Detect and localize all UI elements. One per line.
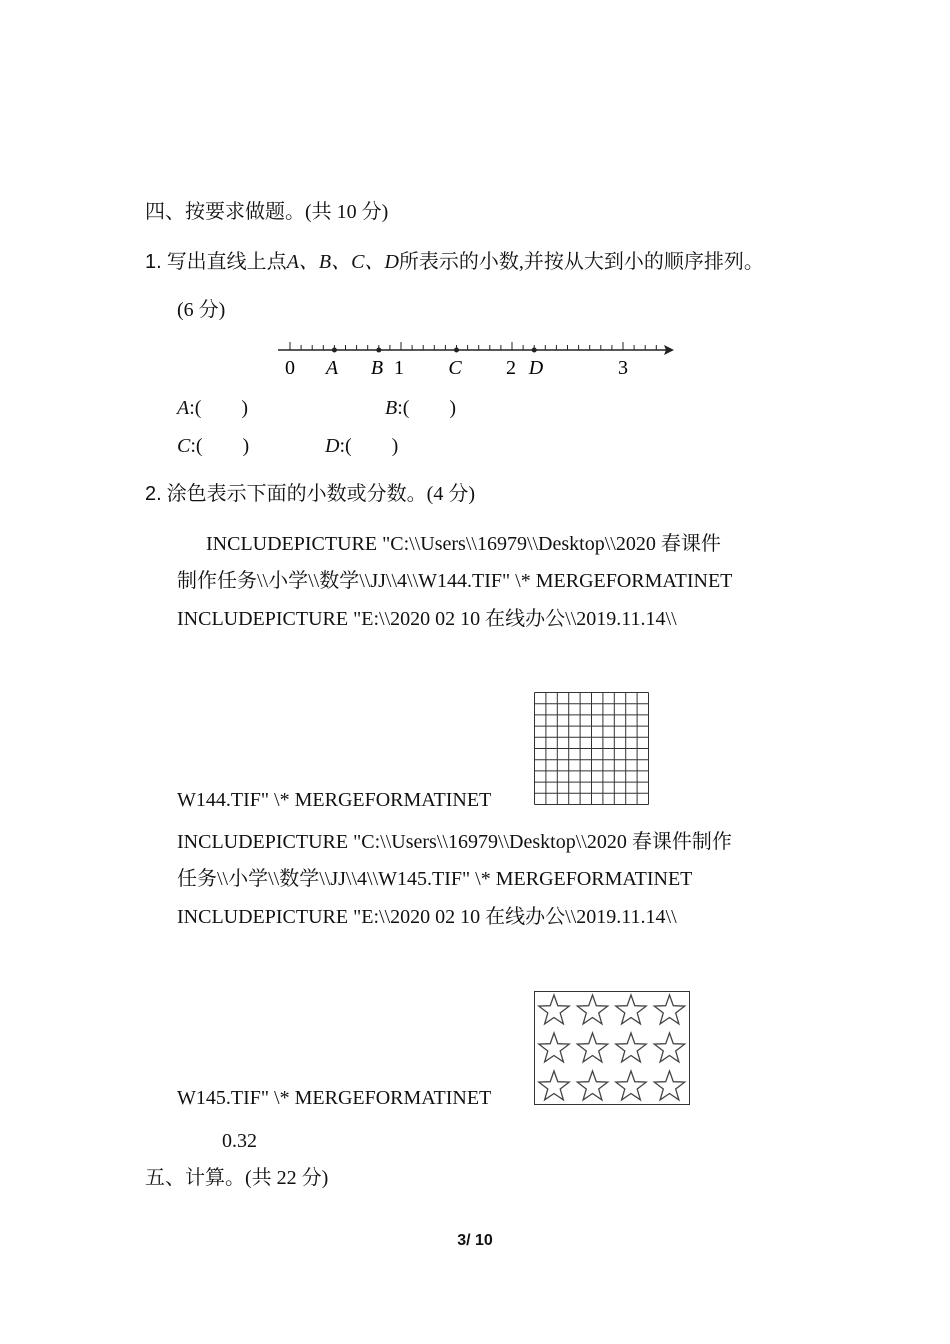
question-2-text: 涂色表示下面的小数或分数。(4 分) (166, 483, 476, 505)
star-icon[interactable] (654, 995, 684, 1024)
hundred-grid[interactable] (534, 692, 650, 806)
page-number: 3/ 10 (457, 1232, 493, 1249)
question-1-text-post: 所表示的小数,并按从大到小的顺序排列。 (398, 251, 764, 273)
star-icon[interactable] (539, 1033, 569, 1062)
field-code-1-line-1: INCLUDEPICTURE "C:\\Users\\16979\\Desktop\\2020 春课件 (206, 533, 721, 555)
section5-title: 五、计算。(共 22 分) (145, 1167, 329, 1189)
star-icon[interactable] (539, 995, 569, 1024)
point-marker-a (332, 348, 336, 352)
question-2-number: 2. (145, 483, 162, 505)
field-code-2-line-2: 任务\\小学\\数学\\JJ\\4\\W145.TIF" \* MERGEFORMATINET (177, 868, 693, 890)
axis-label-1: 1 (394, 357, 404, 379)
field-code-1-line-2: 制作任务\\小学\\数学\\JJ\\4\\W144.TIF" \* MERGEFORMATINET (177, 570, 733, 592)
star-icon[interactable] (616, 995, 646, 1024)
answer-row-1b (385, 398, 456, 418)
star-icon[interactable] (654, 1033, 684, 1062)
answer-b-label: B (385, 397, 398, 419)
field-code-2-line-4: W145.TIF" \* MERGEFORMATINET (177, 1087, 492, 1109)
section4-title: 四、按要求做题。(共 10 分) (145, 201, 389, 223)
star-icon[interactable] (539, 1071, 569, 1100)
field-code-1-line-4: W144.TIF" \* MERGEFORMATINET (177, 789, 492, 811)
axis-label-c: C (448, 357, 462, 379)
point-marker-b (377, 348, 381, 352)
answer-row-2 (177, 436, 249, 456)
number-line (270, 328, 690, 386)
answer-a-label: A (177, 397, 190, 419)
field-code-1-line-3: INCLUDEPICTURE "E:\\2020 02 10 在线办公\\2019.11.14\\ (177, 608, 677, 630)
axis-label-0: 0 (285, 357, 295, 379)
axis-label-a: A (325, 357, 339, 379)
answer-c-label: C (177, 435, 191, 457)
point-marker-c (455, 348, 459, 352)
answer-b-blank[interactable]: :( ) (397, 397, 457, 419)
question-2 (145, 484, 475, 504)
star-icon[interactable] (577, 995, 607, 1024)
question-1 (145, 252, 764, 272)
axis-label-2: 2 (506, 357, 516, 379)
question-1-text-pre: 写出直线上点 (166, 251, 287, 273)
field-code-2-line-3: INCLUDEPICTURE "E:\\2020 02 10 在线办公\\2019.11.14\\ (177, 906, 677, 928)
question-1-points: A、B、C、D (286, 251, 399, 273)
answer-c-blank[interactable]: :( ) (190, 435, 250, 457)
point-marker-d (532, 348, 536, 352)
answer-a-blank[interactable]: :( ) (189, 397, 249, 419)
star-icon[interactable] (577, 1033, 607, 1062)
value-0-32: 0.32 (222, 1130, 257, 1152)
star-icon[interactable] (577, 1071, 607, 1100)
answer-d-label: D (325, 435, 340, 457)
star-icon[interactable] (654, 1071, 684, 1100)
star-icon[interactable] (616, 1033, 646, 1062)
axis-label-d: D (528, 357, 544, 379)
question-1-score: (6 分) (177, 299, 226, 321)
field-code-2-line-1: INCLUDEPICTURE "C:\\Users\\16979\\Desktop\\2020 春课件制作 (177, 831, 732, 853)
answer-row-1 (177, 398, 248, 418)
axis-label-3: 3 (618, 357, 628, 379)
axis-label-b: B (370, 357, 384, 379)
star-grid[interactable] (534, 991, 692, 1106)
question-1-number: 1. (145, 251, 162, 273)
star-icon[interactable] (616, 1071, 646, 1100)
answer-row-2b (325, 436, 398, 456)
answer-d-blank[interactable]: :( ) (339, 435, 399, 457)
